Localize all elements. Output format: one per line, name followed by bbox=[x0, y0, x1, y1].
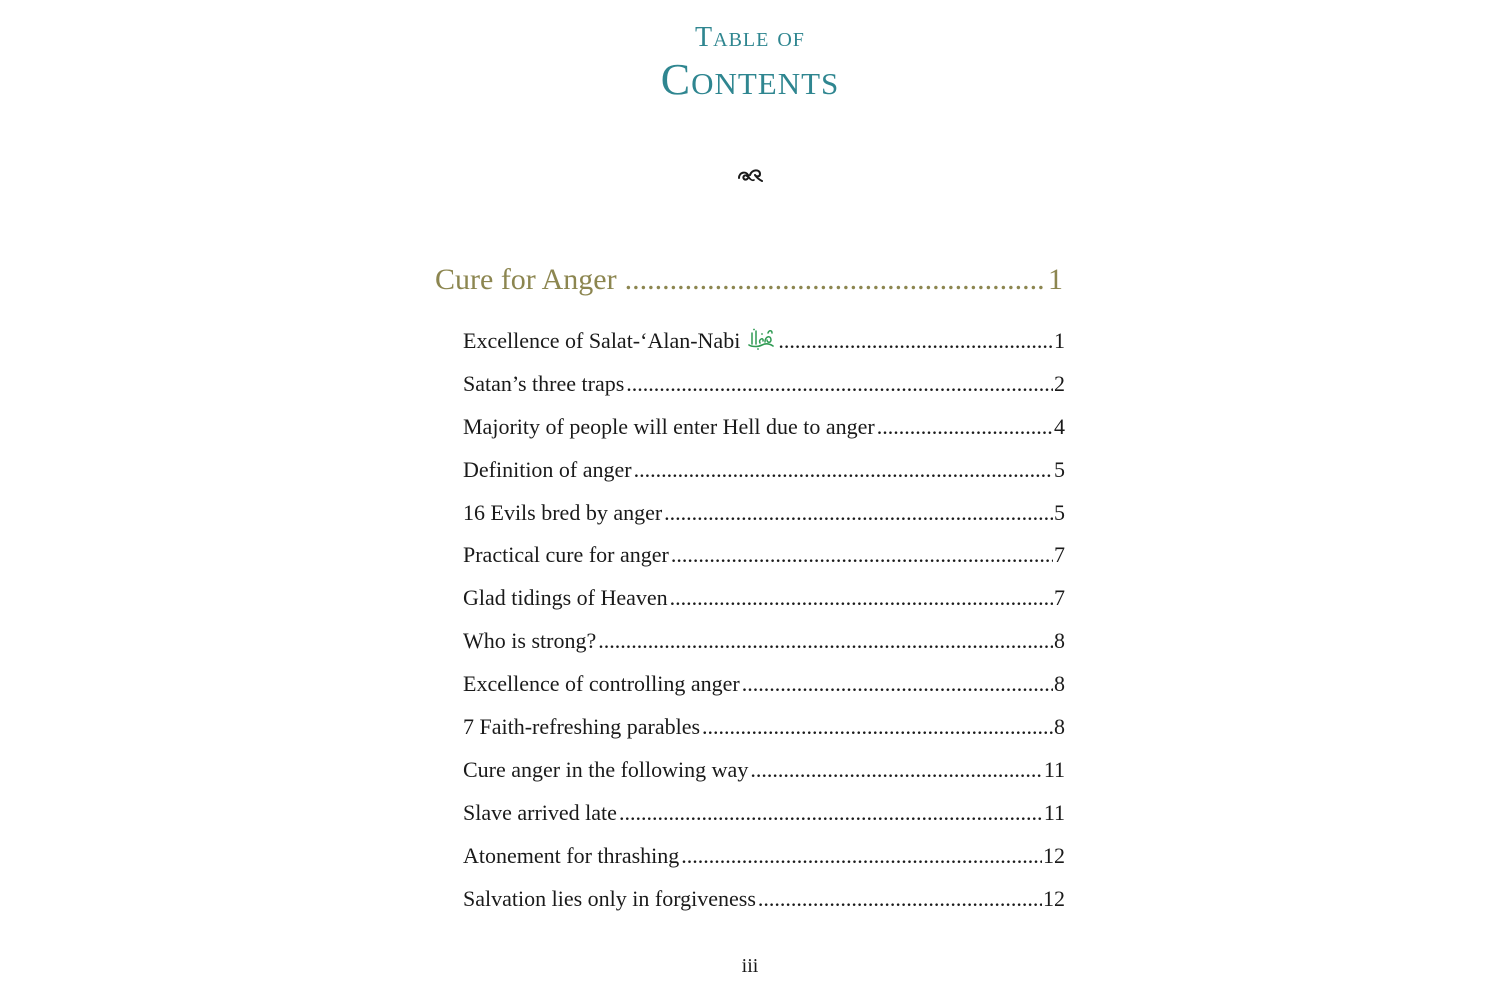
dot-leader bbox=[634, 449, 1053, 492]
toc-entry[interactable] bbox=[463, 492, 1065, 535]
toc-entry-page: 8 bbox=[1054, 628, 1065, 654]
toc-entry-page: 12 bbox=[1043, 842, 1065, 868]
fleuron-ornament-icon bbox=[0, 166, 1500, 189]
toc-entry-label: Satan’s three traps bbox=[463, 370, 625, 396]
toc-entry-label: Atonement for thrashing bbox=[463, 842, 680, 868]
toc-entry[interactable] bbox=[463, 320, 1065, 363]
toc-entry-page: 7 bbox=[1054, 585, 1065, 611]
dot-leader bbox=[877, 406, 1053, 449]
toc-chapter-entry[interactable] bbox=[435, 258, 1063, 302]
toc-entry-label: Cure anger in the following way bbox=[463, 756, 749, 782]
toc-entry[interactable] bbox=[463, 663, 1065, 706]
toc-entry-label: 16 Evils bred by anger bbox=[463, 499, 663, 525]
toc-entry-label: Salvation lies only in forgiveness bbox=[463, 885, 756, 911]
toc-entry-label: Slave arrived late bbox=[463, 799, 617, 825]
toc-entry-label: Definition of anger bbox=[463, 456, 632, 482]
page-title-line-2: Contents bbox=[660, 55, 840, 104]
toc-entry-page: 5 bbox=[1054, 456, 1065, 482]
page-title-line-1: Table of bbox=[695, 22, 805, 53]
toc-entry-page: 1 bbox=[1054, 328, 1065, 353]
toc-entry-label: Who is strong? bbox=[463, 628, 597, 654]
toc-entry-text: Excellence of Salat-‘Alan-Nabi bbox=[463, 328, 741, 353]
dot-leader bbox=[681, 835, 1042, 878]
dot-leader bbox=[750, 749, 1043, 792]
dot-leader bbox=[758, 878, 1042, 921]
toc-entry[interactable] bbox=[463, 706, 1065, 749]
toc-entry-page: 4 bbox=[1054, 413, 1065, 439]
dot-leader bbox=[742, 663, 1053, 706]
toc-entry-page: 12 bbox=[1043, 885, 1065, 911]
toc-entry[interactable] bbox=[463, 534, 1065, 577]
toc-entry[interactable] bbox=[463, 792, 1065, 835]
toc-entry-page: 11 bbox=[1043, 799, 1065, 825]
dot-leader bbox=[670, 577, 1053, 620]
toc-entry-page: 8 bbox=[1054, 671, 1065, 697]
toc-entry-label: Majority of people will enter Hell due to anger bbox=[463, 413, 875, 439]
toc-entry-label bbox=[463, 320, 776, 366]
chapter-title: Cure for Anger bbox=[435, 263, 617, 296]
dot-leader bbox=[664, 492, 1053, 535]
dot-leader bbox=[598, 620, 1053, 663]
dot-leader bbox=[778, 320, 1053, 363]
dot-leader bbox=[626, 363, 1053, 406]
page-number-footer: iii bbox=[741, 955, 759, 977]
toc-entry-page: 5 bbox=[1054, 499, 1065, 525]
toc-entry[interactable] bbox=[463, 577, 1065, 620]
toc-entry[interactable] bbox=[463, 406, 1065, 449]
chapter-page-number: 1 bbox=[1048, 263, 1063, 296]
toc-entry-label: Glad tidings of Heaven bbox=[463, 585, 668, 611]
toc-entry[interactable] bbox=[463, 620, 1065, 663]
dot-leader bbox=[625, 258, 1044, 302]
toc-entry-page: 11 bbox=[1043, 756, 1065, 782]
dot-leader bbox=[671, 534, 1053, 577]
toc-entry-label: 7 Faith-refreshing parables bbox=[463, 714, 701, 740]
toc-entry-label: Practical cure for anger bbox=[463, 542, 669, 568]
arabic-honorific-icon bbox=[746, 323, 776, 366]
page-title bbox=[0, 18, 1500, 102]
toc-entry-page: 7 bbox=[1054, 542, 1065, 568]
toc-entry[interactable] bbox=[463, 835, 1065, 878]
toc-entry-label: Excellence of controlling anger bbox=[463, 671, 740, 697]
toc-entry-page: 2 bbox=[1054, 370, 1065, 396]
toc-entry[interactable] bbox=[463, 363, 1065, 406]
toc-list bbox=[463, 320, 1065, 920]
toc-entry[interactable] bbox=[463, 749, 1065, 792]
dot-leader bbox=[619, 792, 1043, 835]
toc-entry-page: 8 bbox=[1054, 714, 1065, 740]
toc-entry[interactable] bbox=[463, 449, 1065, 492]
dot-leader bbox=[702, 706, 1053, 749]
toc-entry[interactable] bbox=[463, 878, 1065, 921]
